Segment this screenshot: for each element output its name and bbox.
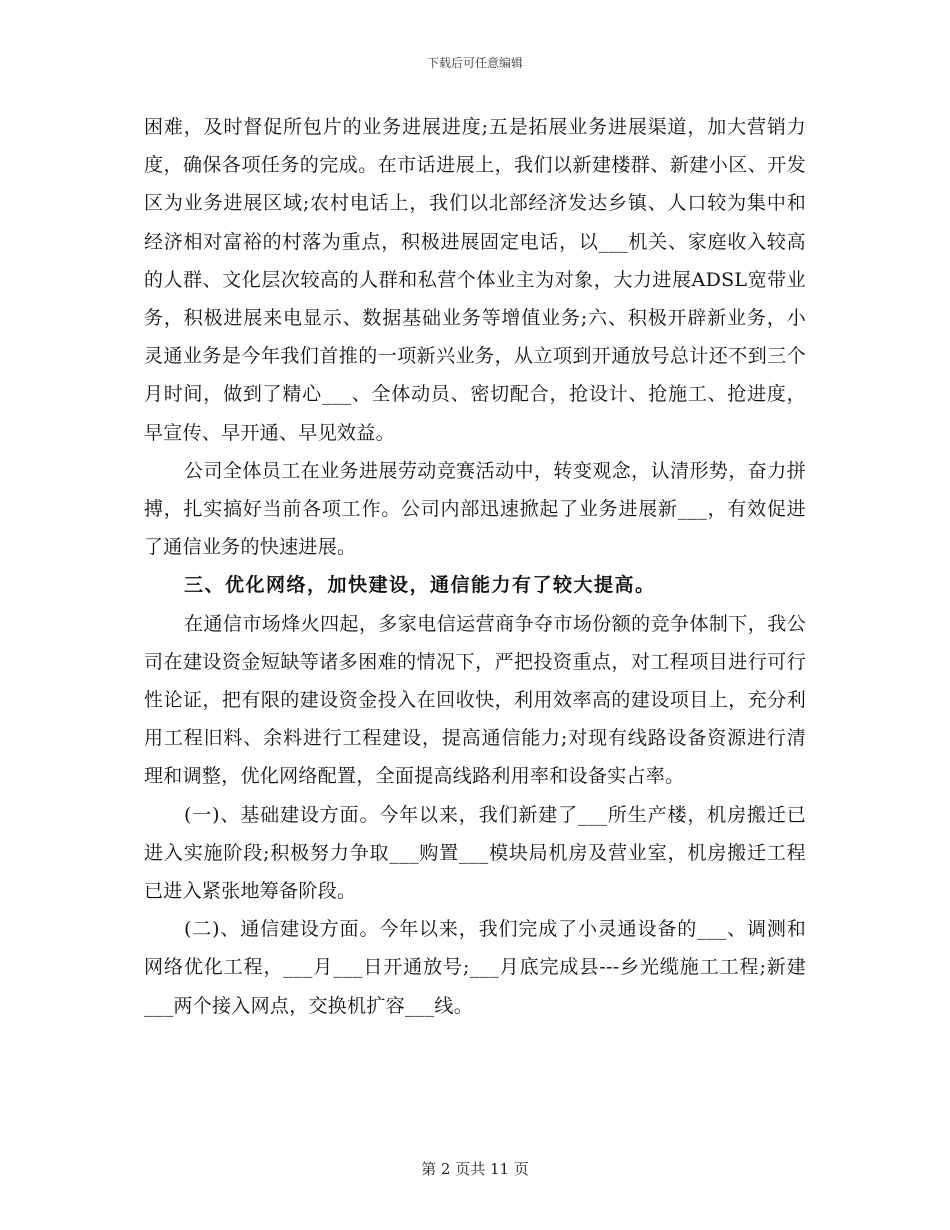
page-number: 第 2 页共 11 页 bbox=[421, 1160, 529, 1178]
paragraph-network-optimization: 在通信市场烽火四起，多家电信运营商争夺市场份额的竞争体制下，我公司在建设资金短缺等诸多困难的情况下，严把投资重点，对工程项目进行可行性论证，把有限的建设资金投入在回收快，利用效率高的建设项目上，充分利用工程旧料、余料进行工程建设，提高通信能力;对现有线路设备资源进行清理和调整，优化网络配置，全面提高线路利用率和设备实占率。 bbox=[144, 612, 806, 788]
paragraph-infrastructure: (一)、基础建设方面。今年以来，我们新建了___所生产楼，机房搬迁已进入实施阶段;积极努力争取___购置___模块局机房及营业室，机房搬迁工程已进入紧张地筹备阶段。 bbox=[144, 803, 806, 903]
paragraph-continuation: 困难，及时督促所包片的业务进展进度;五是拓展业务进展渠道，加大营销力度，确保各项任务的完成。在市话进展上，我们以新建楼群、新建小区、开发区为业务进展区域;农村电话上，我们以北部经济发达乡镇、人口较为集中和经济相对富裕的村落为重点，积极进展固定电话，以___机关、家庭收入较高的人群、文化层次较高的人群和私营个体业主为对象，大力进展ADSL宽带业务，积极进展来电显示、数据基础业务等增值业务;六、积极开辟新业务，小灵通业务是今年我们首推的一项新兴业务，从立项到开通放号总计还不到三个月时间，做到了精心___、全体动员、密切配合，抢设计、抢施工、抢进度，早宣传、早开通、早见效益。 bbox=[144, 116, 806, 444]
paragraph-staff-competition: 公司全体员工在业务进展劳动竞赛活动中，转变观念，认清形势，奋力拼搏，扎实搞好当前各项工作。公司内部迅速掀起了业务进展新___，有效促进了通信业务的快速进展。 bbox=[144, 459, 806, 559]
page-header: 下载后可任意编辑 bbox=[426, 56, 523, 70]
paragraph-telecom-construction: (二)、通信建设方面。今年以来，我们完成了小灵通设备的___、调测和网络优化工程，___月___日开通放号;___月底完成县---乡光缆施工工程;新建___两个接入网点，交换机扩容___线。 bbox=[144, 918, 806, 1017]
section-heading-network: 三、优化网络，加快建设，通信能力有了较大提高。 bbox=[184, 574, 656, 597]
document-body bbox=[144, 108, 806, 1025]
